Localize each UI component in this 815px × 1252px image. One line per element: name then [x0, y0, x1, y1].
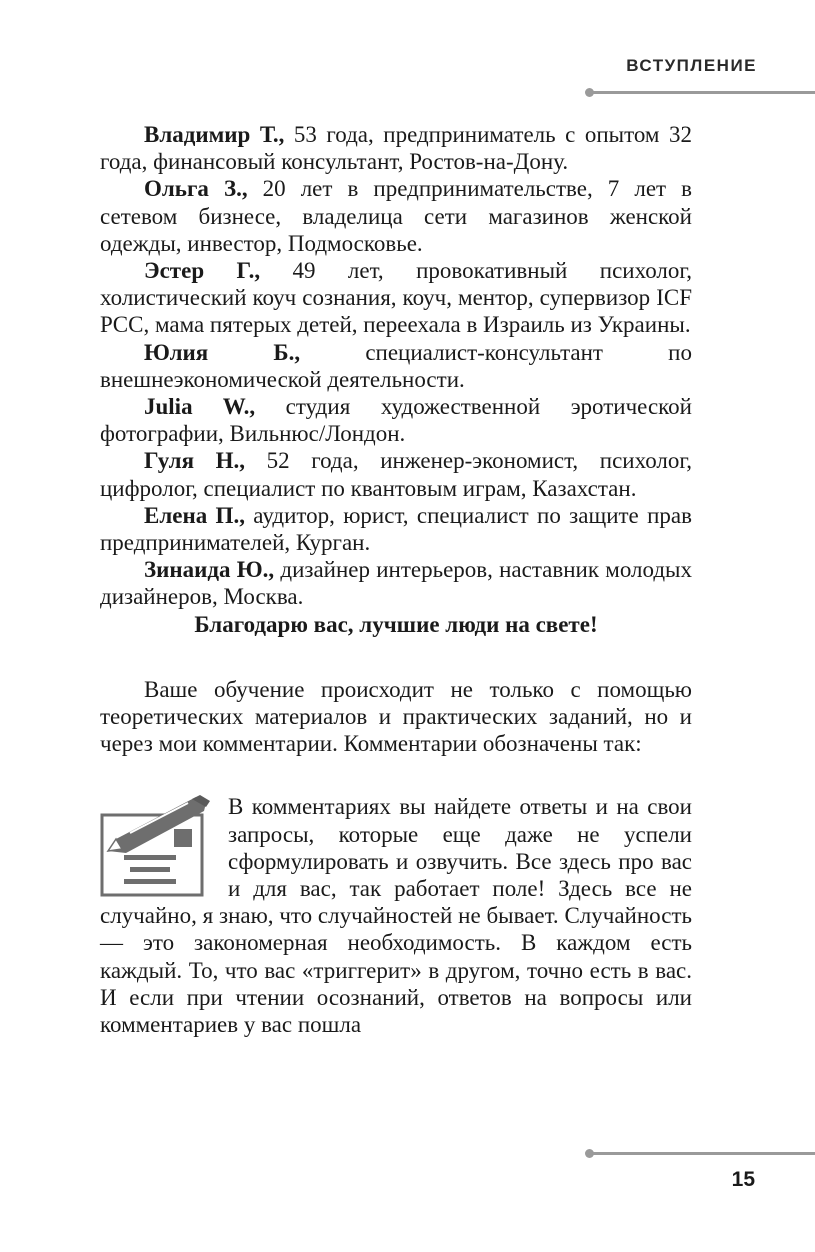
- contributor-description: дизайнер интерьеров, наставник молодых дизайнеров, Москва.: [100, 557, 692, 610]
- contributor-entry: [100, 502, 692, 556]
- contributor-description: 49 лет, провокативный психолог, холистический коуч сознания, коуч, ментор, супервизор ICF PCC, мама пятерых детей, переехала в Израиль из Украины.: [100, 258, 692, 338]
- contributor-name: Владимир Т.,: [144, 122, 285, 147]
- section-title: ВСТУПЛЕНИЕ: [626, 56, 757, 75]
- contributor-entry: [100, 393, 692, 447]
- thanks-line: Благодарю вас, лучшие люди на свете!: [194, 611, 598, 637]
- page-body: [100, 121, 692, 1038]
- intro-paragraph: Ваше обучение происходит не только с помощью теоретических материалов и практических заданий, но и через мои комментарии. Комментарии обозначены так:: [100, 676, 692, 757]
- contributor-name: Julia W.,: [144, 394, 256, 420]
- comment-block: [100, 793, 692, 1038]
- contributor-description: 20 лет в предпринимательстве, 7 лет в сетевом бизнесе, владелица сети магазинов женской одежды, инвестор, Подмосковье.: [100, 176, 692, 256]
- contributor-entry: [100, 121, 692, 175]
- contributor-name: Зинаида Ю.,: [144, 557, 275, 583]
- contributor-description: 52 года, инженер-экономист, психолог, цифролог, специалист по квантовым играм, Казахстан.: [100, 448, 692, 501]
- contributor-description: аудитор, юрист, специалист по защите прав предпринимателей, Курган.: [100, 502, 692, 556]
- footer-rule: [590, 1152, 815, 1155]
- contributor-description: специалист-консультант по внешнеэкономической деятельности.: [100, 339, 692, 392]
- comment-text: В комментариях вы найдете ответы и на свои запросы, которые еще даже не успели сформулировать и озвучить. Все здесь про вас и для вас, так работает поле! Здесь все не случайно, я знаю, что случайностей не бывает. Случайность — это закономерная необходимость. В каждом есть каждый. То, что вас «триггерит» в другом, точно есть в вас. И если при чтении осознаний, ответов на вопросы или комментариев у вас пошла: [100, 794, 692, 1038]
- contributor-name: Елена П.,: [144, 502, 245, 528]
- contributor-description: 53 года, предприниматель с опытом 32 года, финансовый консультант, Ростов-на-Дону.: [100, 122, 692, 175]
- contributor-name: Юлия Б.,: [144, 339, 301, 365]
- contributor-name: Эстер Г.,: [144, 258, 261, 284]
- header-rule: [590, 91, 815, 94]
- contributor-name: Ольга З.,: [144, 176, 248, 202]
- contributor-entry: [100, 175, 692, 257]
- contributor-name: Гуля Н.,: [144, 448, 246, 474]
- contributor-entry: [100, 257, 692, 339]
- contributor-entry: [100, 447, 692, 501]
- pen-document-icon: [100, 793, 212, 897]
- contributor-entry: [100, 556, 692, 610]
- contributor-description: студия художественной эротической фотографии, Вильнюс/Лондон.: [100, 394, 692, 447]
- contributor-entry: [100, 339, 692, 393]
- page-number: 15: [731, 1168, 755, 1191]
